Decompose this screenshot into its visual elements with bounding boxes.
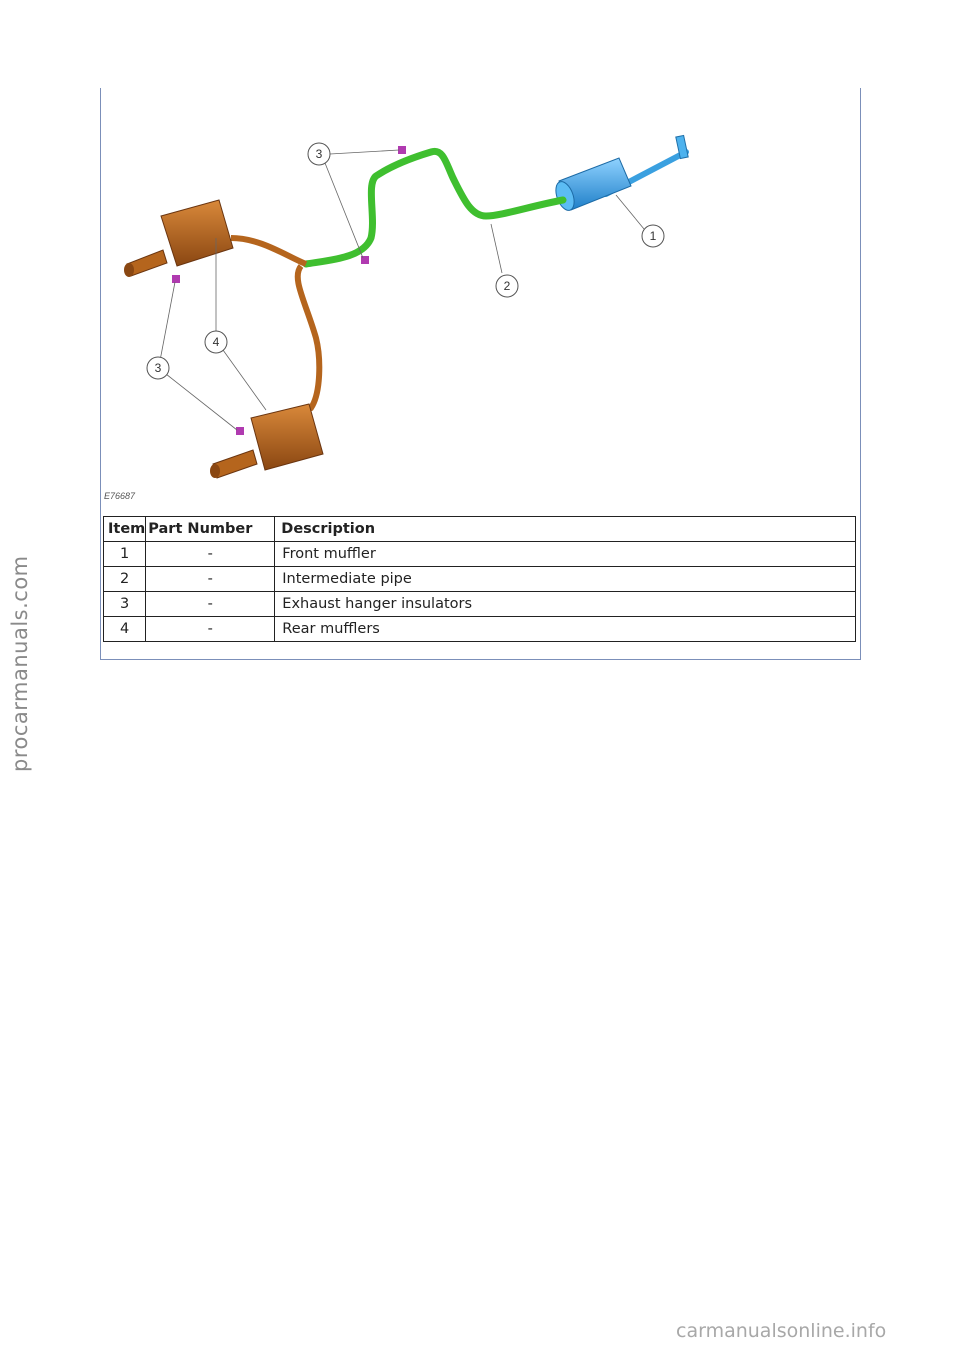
table-row [104, 567, 856, 592]
table-row [104, 617, 856, 642]
figure-id: E76687 [104, 491, 136, 501]
callout-4 [205, 331, 227, 353]
cell-description: Exhaust hanger insulators [275, 592, 856, 617]
svg-text:1: 1 [649, 229, 657, 243]
intermediate-pipe-part [306, 151, 563, 264]
svg-text:4: 4 [212, 335, 220, 349]
bottom-watermark: carmanualsonline.info [676, 1320, 887, 1342]
table-header-row [104, 517, 856, 542]
front-muffler-part [552, 135, 688, 212]
cell-description: Rear mufflers [275, 617, 856, 642]
svg-text:3: 3 [154, 361, 162, 375]
callout-1 [642, 225, 664, 247]
header-item: Item [104, 517, 146, 542]
exhaust-system-diagram [101, 88, 860, 513]
table-row [104, 542, 856, 567]
parts-table [103, 516, 856, 642]
cell-item: 1 [104, 542, 146, 567]
header-part-number: Part Number [146, 517, 275, 542]
cell-description: Front muffler [275, 542, 856, 567]
cell-item: 3 [104, 592, 146, 617]
callout-2 [496, 275, 518, 297]
callout-3-upper [308, 143, 330, 165]
side-watermark: procarmanuals.com [8, 555, 32, 772]
cell-part-number: - [146, 542, 275, 567]
table-row [104, 592, 856, 617]
cell-item: 4 [104, 617, 146, 642]
cell-part-number: - [146, 567, 275, 592]
svg-text:2: 2 [503, 279, 511, 293]
cell-item: 2 [104, 567, 146, 592]
cell-part-number: - [146, 617, 275, 642]
cell-description: Intermediate pipe [275, 567, 856, 592]
callout-3-lower [147, 357, 169, 379]
header-description: Description [275, 517, 856, 542]
svg-text:3: 3 [315, 147, 323, 161]
cell-part-number: - [146, 592, 275, 617]
